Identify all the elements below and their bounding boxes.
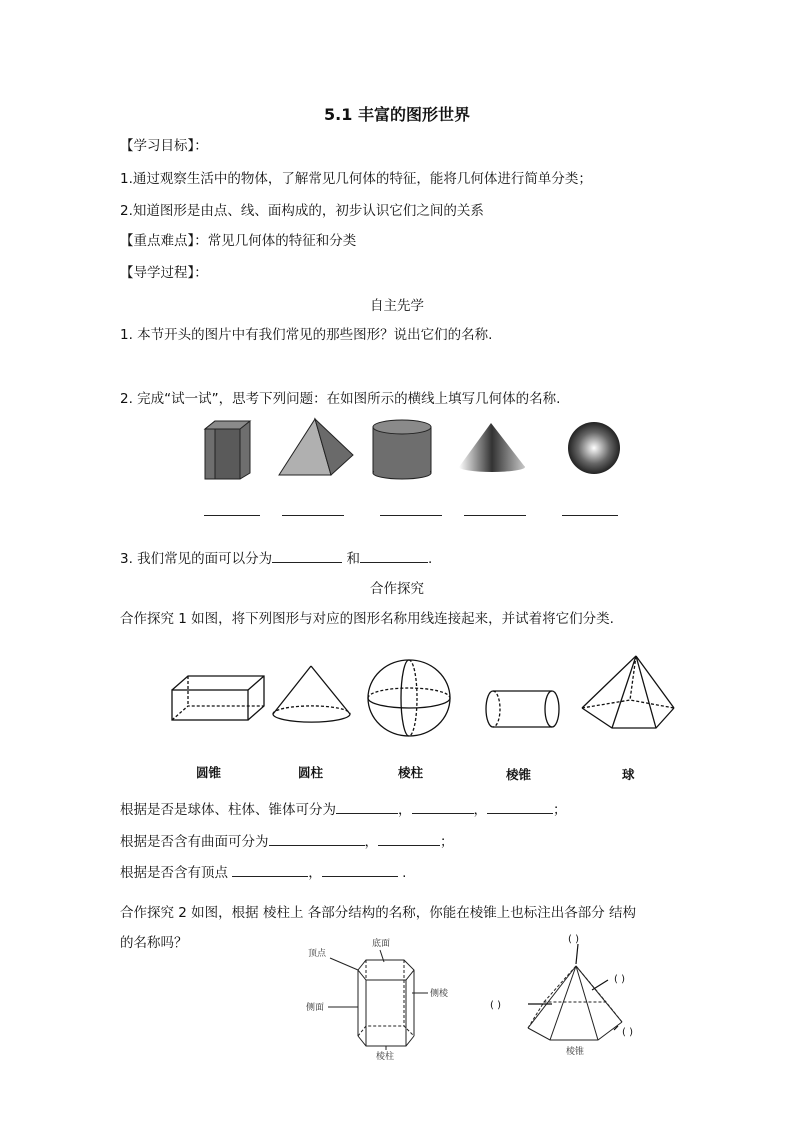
prism-icon [205,421,250,479]
classify-line-1 [120,799,567,819]
classify-3-text: 根据是否含有顶点 [120,865,228,881]
key-points: 【重点难点】：常见几何体的特征和分类 [120,233,357,249]
question-3-period: . [427,551,433,567]
section-heading-self-study: 自主先学 [370,298,424,314]
pyramid-icon [279,419,353,475]
cooperation-2-line-1: 合作探究 2 如图，根据 棱柱上 各部分结构的名称，你能在棱锥上也标注出各部分 结构 [120,905,637,921]
prism-label-lateral-face: 侧面 [306,1003,325,1013]
objective-2: 2.知道图形是由点、线、面构成的，初步认识它们之间的关系 [120,203,484,219]
solids-figure [195,415,635,485]
sphere-wireframe-icon [368,660,450,736]
classify-2-blank-2[interactable] [378,831,440,846]
pyramid-label-name: 棱锥 [566,1047,585,1057]
classify-2-text: 根据是否含有曲面可分为 [120,834,269,850]
process-heading: 【导学过程】： [120,265,208,281]
cone-icon [459,423,525,472]
cylinder-icon [373,420,431,479]
shape-label-prism[interactable]: 棱柱 [398,765,424,780]
answer-blank-3[interactable] [380,515,442,516]
q3-blank-1[interactable] [272,548,342,563]
answer-blank-1[interactable] [204,515,260,516]
classify-1-blank-1[interactable] [336,799,398,814]
prism-label-base: 底面 [372,939,391,949]
pyramid-paren-lateral-face[interactable]: ( ) [490,1000,501,1011]
prism-label-name: 棱柱 [376,1052,395,1062]
cooperation-2-line-2: 的名称吗？ [120,935,188,951]
classify-2-comma: ， [364,834,378,850]
objectives-heading: 【学习目标】： [120,138,208,154]
cylinder-wireframe-icon [486,691,559,727]
sphere-icon [568,422,620,474]
q3-blank-2[interactable] [360,548,428,563]
objective-1: 1.通过观察生活中的物体，了解常见几何体的特征，能将几何体进行简单分类； [120,171,592,187]
answer-blank-5[interactable] [562,515,618,516]
classify-1-comma-1: ， [398,802,412,818]
pyramid-paren-lateral-edge[interactable]: ( ) [614,974,625,985]
answer-blank-2[interactable] [282,515,344,516]
question-3 [120,548,432,568]
classify-1-blank-2[interactable] [412,799,474,814]
cone-wireframe-icon [273,666,350,722]
pyramid-structure-figure [488,930,658,1060]
classify-3-period: . [402,865,407,881]
pyramid-wireframe-icon [582,656,674,728]
classify-3-blank-1[interactable] [232,862,308,877]
classify-line-3 [120,862,406,882]
pyramid-paren-base[interactable]: ( ) [622,1027,633,1038]
question-3-prefix: 3. 我们常见的面可以分为 [120,551,273,567]
classify-1-semicolon: ； [553,802,567,818]
prism-label-vertex: 顶点 [308,949,327,959]
classify-1-text: 根据是否是球体、柱体、锥体可分为 [120,802,336,818]
classify-1-blank-3[interactable] [487,799,553,814]
classify-2-blank-1[interactable] [269,831,365,846]
page-title: 5.1 丰富的图形世界 [324,105,470,124]
classify-1-comma-2: ， [473,802,487,818]
classify-2-semicolon: ； [440,834,454,850]
question-3-and: 和 [346,551,360,567]
classify-3-comma: ， [308,865,322,881]
classify-line-2 [120,831,454,851]
classify-3-blank-2[interactable] [322,862,398,877]
cuboid-wireframe-icon [172,676,264,720]
section-heading-cooperation: 合作探究 [370,581,424,597]
prism-structure-figure [300,932,470,1062]
cooperation-1: 合作探究 1 如图，将下列图形与对应的图形名称用线连接起来，并试着将它们分类. [120,611,614,627]
question-2: 2. 完成“试一试”，思考下列问题：在如图所示的横线上填写几何体的名称. [120,391,561,407]
shape-label-sphere[interactable]: 球 [622,767,635,782]
shape-label-cone[interactable]: 圆锥 [196,765,222,780]
shape-label-pyramid[interactable]: 棱锥 [506,767,532,782]
pyramid-paren-vertex[interactable]: ( ) [568,934,579,945]
question-1: 1. 本节开头的图片中有我们常见的那些图形？说出它们的名称. [120,327,493,343]
answer-blank-4[interactable] [464,515,526,516]
prism-label-lateral-edge: 侧棱 [430,989,449,999]
shape-label-cylinder[interactable]: 圆柱 [298,765,324,780]
